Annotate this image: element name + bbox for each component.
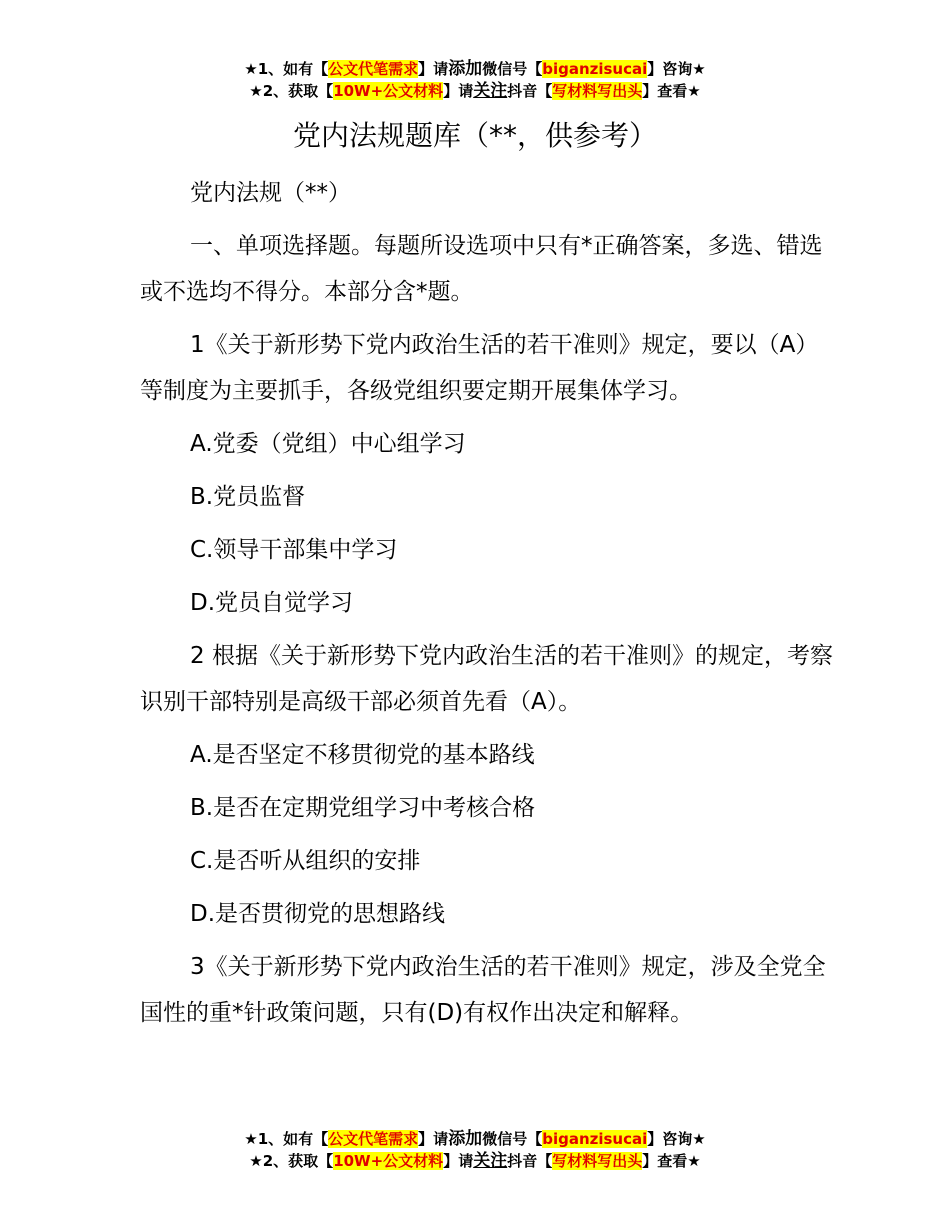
question-1-option-c: C.领导干部集中学习 (190, 537, 398, 563)
highlight-service: 公文代笔需求 (328, 1130, 419, 1148)
star-icon: ★ (244, 1130, 258, 1148)
banner-text: 2、获取【 (262, 82, 334, 100)
document-title: 党内法规题库（**，供参考） (292, 119, 657, 152)
star-icon: ★ (249, 1152, 263, 1170)
highlight-wechat-id: biganzisucai (542, 1130, 648, 1148)
banner-text-emphasis: 关注 (473, 81, 508, 101)
footer-banner (0, 1128, 950, 1172)
question-2-option-b: B.是否在定期党组学习中考核合格 (190, 795, 536, 821)
banner-text: 】请 (443, 82, 474, 100)
banner-text: 1、如有【 (257, 60, 329, 78)
document-body (140, 170, 840, 1043)
instruction-paragraph: 一、单项选择题。每题所设选项中只有*正确答案，多选、错选或不选均不得分。本部分含*题。 (140, 233, 823, 305)
header-banner (0, 58, 950, 102)
star-icon: ★ (244, 60, 258, 78)
banner-text: 】咨询★ (647, 60, 706, 78)
banner-text: 】查看★ (642, 1152, 701, 1170)
question-2-option-a: A.是否坚定不移贯彻党的基本路线 (190, 742, 535, 768)
question-2-option-d: D.是否贯彻党的思想路线 (190, 901, 446, 927)
question-2: 2 根据《关于新形势下党内政治生活的若干准则》的规定，考察识别干部特别是高级干部必须首先看（A）。 (140, 643, 833, 715)
question-2-option-c: C.是否听从组织的安排 (190, 848, 421, 874)
banner-line-2 (0, 80, 950, 102)
question-1-option-b: B.党员监督 (190, 484, 306, 510)
question-1-option-d: D.党员自觉学习 (190, 590, 354, 616)
banner-line-1 (0, 58, 950, 80)
banner-text: 】咨询★ (647, 1130, 706, 1148)
banner-text: 微信号【 (482, 60, 543, 78)
banner-text: 】请 (443, 1152, 474, 1170)
question-1-option-a: A.党委（党组）中心组学习 (190, 431, 466, 457)
banner-text: 抖音【 (507, 82, 553, 100)
banner-text-emphasis: 添加 (448, 59, 483, 79)
banner-text: 1、如有【 (257, 1130, 329, 1148)
section-heading: 党内法规（**） (190, 180, 351, 206)
banner-text: 微信号【 (482, 1130, 543, 1148)
highlight-douyin-id: 写材料写出头 (552, 82, 643, 100)
star-icon: ★ (249, 82, 263, 100)
question-1: 1《关于新形势下党内政治生活的若干准则》规定，要以（A）等制度为主要抓手，各级党组织要定期开展集体学习。 (140, 332, 819, 404)
banner-text: 】请 (418, 60, 449, 78)
banner-line-1 (0, 1128, 950, 1150)
banner-text-emphasis: 添加 (448, 1129, 483, 1149)
banner-text: 】请 (418, 1130, 449, 1148)
highlight-douyin-id: 写材料写出头 (552, 1152, 643, 1170)
banner-text-emphasis: 关注 (473, 1151, 508, 1171)
question-3: 3《关于新形势下党内政治生活的若干准则》规定，涉及全党全国性的重*针政策问题，只有(D)有权作出决定和解释。 (140, 954, 826, 1026)
highlight-materials: 10W+公文材料 (333, 1152, 444, 1170)
banner-text: 】查看★ (642, 82, 701, 100)
highlight-materials: 10W+公文材料 (333, 82, 444, 100)
banner-line-2 (0, 1150, 950, 1172)
banner-text: 2、获取【 (262, 1152, 334, 1170)
highlight-wechat-id: biganzisucai (542, 60, 648, 78)
banner-text: 抖音【 (507, 1152, 553, 1170)
highlight-service: 公文代笔需求 (328, 60, 419, 78)
